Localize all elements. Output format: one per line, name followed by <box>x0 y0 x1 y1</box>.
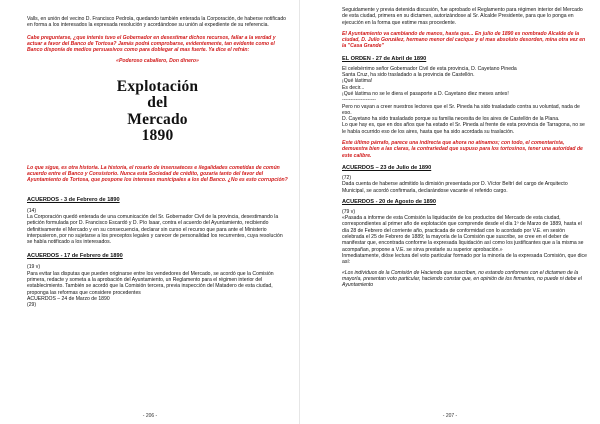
right-red-paragraph-2: Este último párrafo, parece una indirecta que ahora no atinamos; con todo, el comentarista, demuestra bien a las claras, la contrariedad que supuso para los tortosinos, tener una autoridad de este calibre. <box>342 140 583 159</box>
right-section2-heading: ACUERDOS – 23 de Julio de 1890 <box>342 164 432 171</box>
title-line-4: 1890 <box>141 127 174 145</box>
left-section2-heading: ACUERDOS - 17 de Febrero de 1890 <box>27 253 123 260</box>
right-section3-quote: «Los individuos de la Comisión de Hacienda que suscriben, no estando conformes con el dictamen de la mayoría, presentan voto particular, haciendo constar que, en opinión de los firmantes, no puede ni debe el Ayuntamiento <box>342 269 582 289</box>
right-page-number: - 207 - <box>442 413 458 419</box>
right-section3-heading: ACUERDOS - 20 de Agosto de 1890 <box>342 198 436 205</box>
left-section2-num2: (29) <box>27 302 37 309</box>
right-section3-text-2: Inmediatamente, dióse lectura del voto particular formado por la minoría de la expresada Comisión, que dice así: <box>342 252 587 266</box>
right-section1-line: El celebérrimo señor Gobernador Civil de esta provincia, D. Cayetano Pineda <box>342 65 517 72</box>
right-section1-line: Es decir... <box>342 84 365 91</box>
left-intro: Valls, en unión del vecino D. Francisco Pedrola, quedando también enterada la Corporación, de haberse notificado en forma a los interesados la expresada resolución y acordándose su unión al expediente de su referencia. <box>27 16 286 29</box>
right-section3-num: (79 v) <box>342 208 356 215</box>
right-section1-body <box>342 66 588 135</box>
right-section1-line: Lo que hay es, que en dos años que ha estado el Sr. Pineda al frente de esta provincia de Tarragona, no se le había ocurrido eso de los aires, hasta que ha sido acordada su traslación. <box>342 122 585 135</box>
left-red-paragraph-2: Lo que sigue, es otra historia. La historia, el rosario de insensateces e ilegalidades cometidas de común acuerdo entre el Banco y Consistorio. Nunca esta Sociedad de crédito, gozaría tanto del favor del Ayuntamiento de Tortosa, que pospone los intereses municipales a los del Banco. ¿No es esto corrupción? <box>27 164 288 184</box>
right-intro: Seguidamente y previa detenida discusión, fue aprobado el Reglamento para régimen interior del Mercado de esta ciudad, primera en su dictamen, autorizándose al Sr. Alcalde Presidente, para que lo ponga en ejecución en la forma que estime mas procedente. <box>342 7 583 26</box>
left-section1-text: La Corporación quedó enterada de una comunicación del Sr. Gobernador Civil de la provincia, desestimando la petición formulada por D. Francisco Escardó y D. Pío Isaar, contra el acuerdo del Ayuntamiento, recibiendo definitivamente el Mercado y en su consecuencia, declarar sin curso el recurso que para ante el Ministerio interpusieron, por no sujetarse a los preceptos legales y carecer de personalidad los recurrentes, cuya resolución se había notificado a los interesados. <box>27 213 283 246</box>
title-line-1: Explotación <box>116 77 199 95</box>
title-line-3: Mercado <box>127 110 188 128</box>
right-section1-line: ¡Qué lástima! <box>342 78 373 85</box>
book-title <box>27 79 288 145</box>
left-section2-date: ACUERDOS – 24 de Marzo de 1890 <box>27 295 110 302</box>
right-section2-num: (72) <box>342 174 352 181</box>
left-section1-num: (14) <box>27 207 37 214</box>
right-section1-heading: EL ORDEN - 27 de Abril de 1890 <box>342 55 427 62</box>
right-section2-text: Dada cuenta de haberse admitido la dimisión presentada por D. Víctor Beltrí del cargo de Arquitecto Municipal, se acordó confirmarla, declarándose vacante el referido cargo. <box>342 181 568 194</box>
right-section3-text: «Pasada a informe de esta Comisión la liquidación de los productos del Mercado de esta ciudad, correspondientes al primer año de explotación que comprende desde el día 1º de Marzo de 1889, hasta el día 28 de Febrero del corriente año, practicada de conformidad con lo acordado por V.E. en sesión celebrada el 25 de Febrero de 1889; la mayoría de la Comisión que suscribe, se cree en el deber de manifestar que, encontrada conforme la expresada liquidación así como los justificantes que a la misma se acompañan, propone a V.E. se sirva prestarle su superior aprobación.» <box>342 215 584 253</box>
right-red-paragraph: El Ayuntamiento va cambiando de manos, hasta que... En julio de 1890 es nombrado Alcalde de la ciudad, D. Julio González, hermano menor del cacique y el mas absoluto desorden, mina otra vez en la "Casa Grande" <box>342 30 586 50</box>
right-section1-divider: -------------------- <box>342 97 376 104</box>
left-section2-text: Para evitar las disputas que pueden originarse entre los vendedores del Mercado, se acordó que la Comisión primera, redacte y someta a la aprobación del Ayuntamiento, un Reglamento para el régimen interior del establecimiento. También se acordó que la Comisión tercera, previa inspección del Matadero de esta ciudad, proponga las reformas que considere procedentes <box>27 270 274 296</box>
left-red-paragraph: Cabe preguntarse, ¿que interés tuvo el Gobernador en desestimar dichos recursos, fallar a la verdad y actuar a favor del Banco de Tortosa? Jamás podrá comprobarse, evidentemente, tan evidente como el Banco disponía de medios persuasivos como para doblegar al mas fuerte. Ya dice el refrán: <box>27 34 276 54</box>
title-line-2: del <box>147 94 168 112</box>
left-section1-heading: ACUERDOS - 3 de Febrero de 1890 <box>27 196 120 203</box>
right-section1-line: Santa Cruz, ha sido trasladado a la provincia de Castellón. <box>342 72 475 79</box>
right-section1-line: ¡Qué lástima no se le diera el pasaporte a D. Cayetano diez meses antes! <box>342 90 509 97</box>
left-quote: «Poderoso caballero, Don dinero» <box>116 58 199 65</box>
right-section1-line: Pero no vayan a creer nuestros lectores que el Sr. Pineda ha sido trasladado contra su voluntad, nada de eso. <box>342 103 580 116</box>
right-page <box>300 0 600 424</box>
right-section1-line: D. Cayetano ha sido trasladado porque su familia necesita de los aires de Castellón de la Plana. <box>342 116 560 123</box>
left-page-number: - 206 - <box>142 413 158 419</box>
left-section2-num: (19 v) <box>27 264 41 271</box>
